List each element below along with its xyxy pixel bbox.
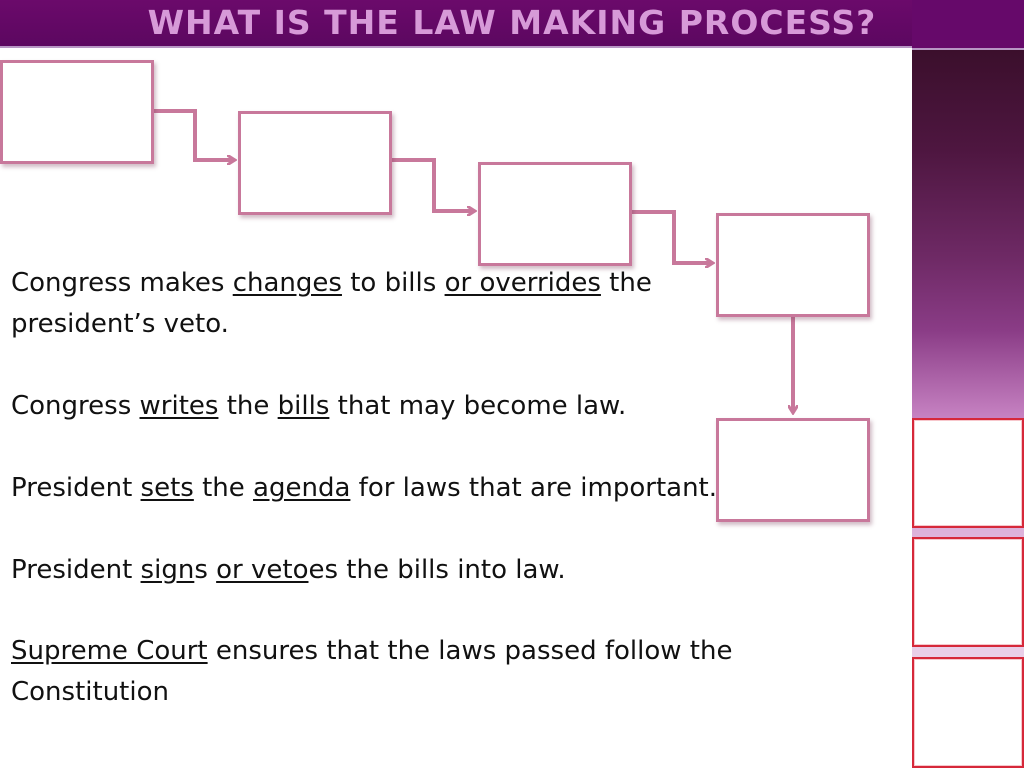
statement-president-signs-vetoes[interactable]: President signs or vetoes the bills into law. xyxy=(11,555,566,585)
decorative-side-band xyxy=(912,0,1024,768)
flow-box-step-2[interactable] xyxy=(238,111,392,215)
statement-supreme-court[interactable]: Supreme Court ensures that the laws passed follow the Constitution xyxy=(11,636,733,707)
flow-box-step-3[interactable] xyxy=(478,162,632,266)
flow-box-step-1[interactable] xyxy=(0,60,154,164)
slide-title: WHAT IS THE LAW MAKING PROCESS? xyxy=(147,3,877,42)
connector-arrow-1 xyxy=(154,111,234,160)
statement-congress-changes[interactable]: Congress makes changes to bills or overrides the president’s veto. xyxy=(11,268,652,339)
connector-arrow-3 xyxy=(632,212,712,263)
answer-box-2[interactable] xyxy=(912,537,1024,647)
answer-box-1[interactable] xyxy=(912,418,1024,528)
statement-congress-writes[interactable]: Congress writes the bills that may become law. xyxy=(11,391,627,421)
answer-box-3[interactable] xyxy=(912,657,1024,768)
statement-president-sets-agenda[interactable]: President sets the agenda for laws that are important. xyxy=(11,473,718,503)
connector-arrow-2 xyxy=(392,160,474,211)
